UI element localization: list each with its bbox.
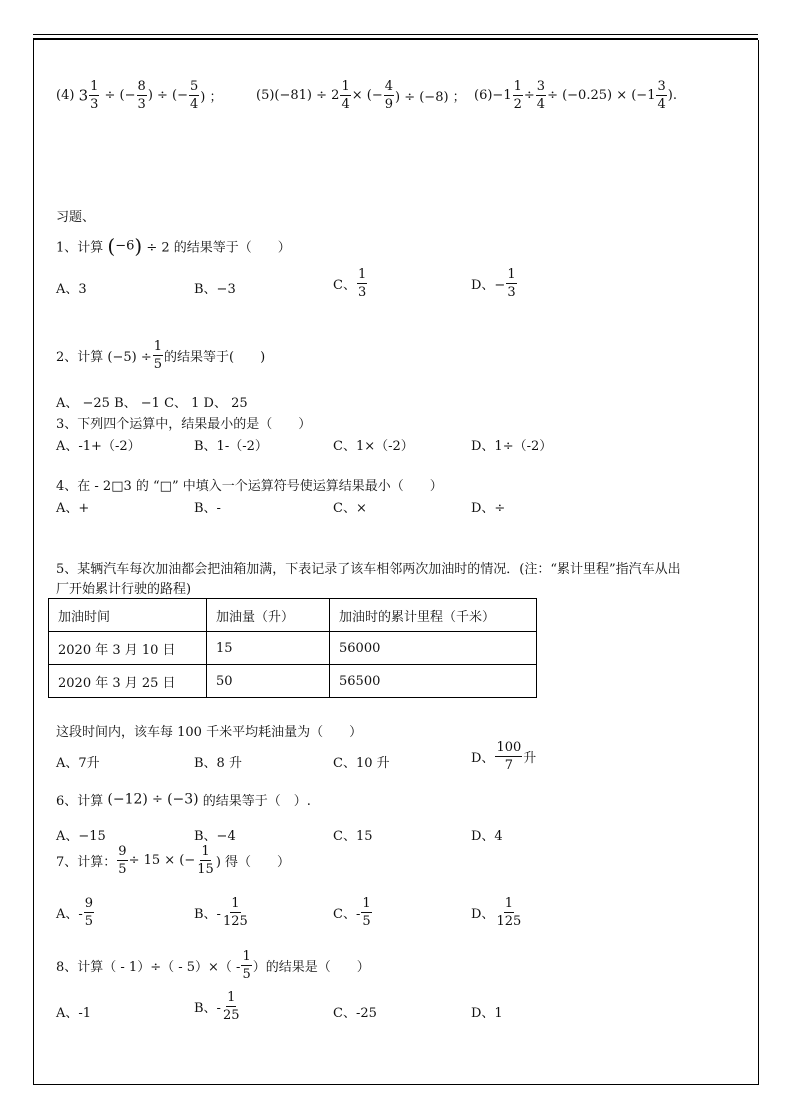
fraction xyxy=(222,991,241,1022)
fraction xyxy=(189,80,199,111)
q2-options: A、 −25 B、 −1 C、 1 D、 25 xyxy=(56,396,248,411)
question-1-stem: 1、计算 (−6) ÷ 2 的结果等于（ ） xyxy=(56,234,291,258)
denominator: 4 xyxy=(190,97,199,112)
question-5-stem-line1: 5、某辆汽车每次加油都会把油箱加满，下表记录了该车相邻两次加油时的情况．(注：“累计里程”指汽车从出 xyxy=(56,562,681,577)
numerator: 1 xyxy=(504,896,513,911)
q8-option-d: D、1 xyxy=(471,1006,503,1021)
denominator: 7 xyxy=(504,758,513,773)
fraction xyxy=(153,340,163,371)
q7-option-d: D、 $\frac{1}{125}$ xyxy=(471,896,522,929)
denominator: 5 xyxy=(84,914,94,929)
numerator: 1 xyxy=(513,79,522,94)
fraction xyxy=(495,897,522,928)
denominator: 125 xyxy=(496,914,522,929)
denominator: 3 xyxy=(357,285,367,300)
numerator: 1 xyxy=(231,896,240,911)
numerator: 100 xyxy=(496,740,522,755)
q8-option-a: A、-1 xyxy=(56,1006,92,1021)
numerator: 8 xyxy=(137,79,146,94)
refuel-table xyxy=(48,598,537,698)
q8-option-c: C、-25 xyxy=(333,1006,377,1021)
header-rule-top xyxy=(33,34,758,35)
q5-option-d: D、 $\frac{100}{7}$ 升 xyxy=(471,740,537,773)
fraction xyxy=(656,80,666,111)
numerator: 5 xyxy=(190,79,199,94)
table-header-cell: 加油量（升） xyxy=(207,599,330,632)
numerator: 1 xyxy=(341,79,350,94)
fraction xyxy=(506,268,516,299)
q3-option-b: B、1-（-2） xyxy=(194,439,268,454)
q6-option-c: C、15 xyxy=(333,829,373,844)
denominator: 5 xyxy=(118,862,127,877)
fraction xyxy=(513,80,523,111)
question-7-stem: 7、计算： $\frac{9}{5}$ ÷ 15 × (− $\frac{1}{15}$ ) 得（ ） xyxy=(56,844,291,877)
denominator: 9 xyxy=(384,97,393,112)
q3-option-a: A、-1+（-2） xyxy=(56,439,141,454)
denominator: 5 xyxy=(153,357,163,372)
question-5-stem-line2: 厂开始累计行驶的路程) xyxy=(56,582,192,597)
fraction xyxy=(361,897,371,928)
numerator: 9 xyxy=(118,844,127,859)
numerator: 1 xyxy=(507,267,516,282)
numerator: 9 xyxy=(84,896,94,911)
denominator: 3 xyxy=(90,97,99,112)
numerator: 1 xyxy=(90,79,99,94)
table-header-cell: 加油时的累计里程（千米） xyxy=(330,599,537,632)
numerator: 1 xyxy=(362,896,371,911)
q1-option-d: D、− $\frac{1}{3}$ xyxy=(471,267,516,300)
table-cell: 56500 xyxy=(330,665,537,698)
denominator: 125 xyxy=(222,914,248,929)
q6-option-a: A、−15 xyxy=(56,829,106,844)
fraction xyxy=(495,741,522,772)
question-3-stem: 3、下列四个运算中，结果最小的是（ ） xyxy=(56,417,312,432)
q3-option-c: C、1×（-2） xyxy=(333,439,414,454)
q5-option-a: A、7升 xyxy=(56,756,100,771)
table-row xyxy=(49,665,537,698)
table-cell: 50 xyxy=(207,665,330,698)
fraction xyxy=(137,80,147,111)
fraction xyxy=(241,950,251,981)
q8-option-b: B、- $\frac{1}{25}$ xyxy=(194,990,240,1023)
fraction xyxy=(196,845,215,876)
example-6: (6)−1 $\frac{1}{2}$ ÷ $\frac{3}{4}$ ÷ (−0.25) × (−1 $\frac{3}{4}$ ). xyxy=(474,79,677,112)
q6-option-b: B、−4 xyxy=(194,829,236,844)
fraction xyxy=(384,80,394,111)
denominator: 5 xyxy=(242,967,251,982)
denominator: 15 xyxy=(197,862,214,877)
fraction xyxy=(117,845,127,876)
q4-option-c: C、× xyxy=(333,501,367,516)
q4-option-d: D、÷ xyxy=(471,501,506,516)
fraction xyxy=(536,80,546,111)
q7-option-c: C、- $\frac{1}{5}$ xyxy=(333,896,371,929)
question-6-stem: 6、计算 (−12) ÷ (−3) 的结果等于（ ）. xyxy=(56,791,311,809)
numerator: 4 xyxy=(384,79,393,94)
question-8-stem: 8、计算（ - 1）÷（ - 5）×（ - $\frac{1}{5}$ ）的结果是（ ） xyxy=(56,949,370,982)
question-4-stem: 4、在 - 2□3 的 “□” 中填入一个运算符号使运算结果最小（ ） xyxy=(56,479,443,494)
q3-option-d: D、1÷（-2） xyxy=(471,439,553,454)
denominator: 25 xyxy=(222,1008,240,1023)
numerator: 1 xyxy=(227,990,236,1005)
q6-option-d: D、4 xyxy=(471,829,503,844)
table-cell: 56000 xyxy=(330,632,537,665)
q5-option-c: C、10 升 xyxy=(333,756,390,771)
section-title: 习题、 xyxy=(56,210,96,225)
numerator: 1 xyxy=(201,844,210,859)
numerator: 1 xyxy=(357,267,367,282)
fraction xyxy=(222,897,249,928)
q1-option-a: A、3 xyxy=(56,282,87,297)
fraction xyxy=(340,80,350,111)
denominator: 4 xyxy=(341,97,350,112)
q1-option-b: B、−3 xyxy=(194,282,236,297)
table-cell: 15 xyxy=(207,632,330,665)
question-5-question: 这段时间内，该车每 100 千米平均耗油量为（ ） xyxy=(56,725,363,740)
numerator: 1 xyxy=(153,339,163,354)
table-cell: 2020 年 3 月 25 日 xyxy=(49,665,207,698)
table-row xyxy=(49,632,537,665)
fraction xyxy=(357,268,367,299)
example-5: (5)(−81) ÷ 2 $\frac{1}{4}$ × (− $\frac{4}{9}$ ) ÷ (−8) ； xyxy=(256,79,466,112)
table-cell: 2020 年 3 月 10 日 xyxy=(49,632,207,665)
denominator: 4 xyxy=(657,97,666,112)
denominator: 4 xyxy=(536,97,546,112)
fraction xyxy=(89,80,99,111)
denominator: 2 xyxy=(513,97,522,112)
table-header-row xyxy=(49,599,537,632)
denominator: 3 xyxy=(137,97,146,112)
question-2-stem: 2、计算 (−5) ÷ $\frac{1}{5}$ 的结果等于( ) xyxy=(56,339,266,372)
q4-option-a: A、+ xyxy=(56,501,90,516)
numerator: 3 xyxy=(536,79,546,94)
fraction xyxy=(84,897,94,928)
denominator: 3 xyxy=(507,285,516,300)
q4-option-b: B、- xyxy=(194,501,221,516)
q1-option-c: C、 $\frac{1}{3}$ xyxy=(333,267,367,300)
denominator: 5 xyxy=(362,914,371,929)
q5-option-b: B、8 升 xyxy=(194,756,242,771)
table-header-cell: 加油时间 xyxy=(49,599,207,632)
q7-option-a: A、- $\frac{9}{5}$ xyxy=(56,896,94,929)
numerator: 1 xyxy=(242,949,251,964)
example-4: (4) 3 $\frac{1}{3}$ ÷ (− $\frac{8}{3}$ ) ÷ (− $\frac{5}{4}$ ) ； xyxy=(56,79,223,112)
numerator: 3 xyxy=(657,79,666,94)
q7-option-b: B、- $\frac{1}{125}$ xyxy=(194,896,248,929)
